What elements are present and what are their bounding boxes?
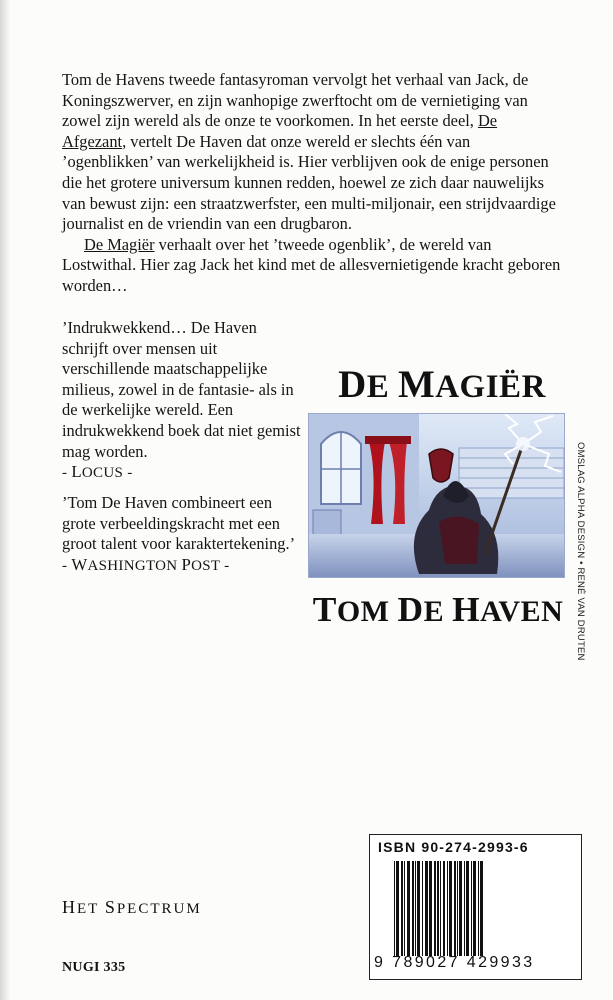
review-quote-text: ’Indrukwekkend… De Haven schrijft over mensen uit verschillende maatschappelijke milieus, zowel in de fantasie- als in de werkelijke wereld. Een indrukwekkend boek dat niet gemist mag worden. [62,318,301,461]
barcode-bar [401,861,403,956]
review-quote-text: ’Tom De Haven combineert een grote verbeeldingskracht met een groot talent voor karaktertekening.’ [62,493,296,554]
barcode-bar [404,861,405,956]
book-title: DE MAGIËR [338,363,546,406]
blurb-paragraph-1 [62,70,562,235]
first-book-title: De Afgezant [62,111,498,151]
barcode-label [369,834,582,980]
barcode-bar [459,861,462,956]
barcode-bar [447,861,448,956]
barcode-bar [407,861,410,956]
barcode-bar [457,861,458,956]
barcode-bar [478,861,479,956]
barcode-bar [394,861,395,956]
review-quote-locus [62,318,307,484]
ean-digits: 9 789027 429933 [374,954,535,971]
book-title-inline: De Magiër [84,234,155,254]
cover-design-credit [572,442,586,682]
barcode-bar [449,861,452,956]
barcode-bar [464,861,465,956]
book-author: TOM DE HAVEN [312,589,564,629]
barcode-bar [425,861,428,956]
barcode-bar [437,861,439,956]
isbn-number: ISBN 90-274-2993-6 [378,839,529,855]
blurb-text [62,70,562,297]
review-source: - WASHINGTON POST - [62,554,230,574]
barcode-bar [396,861,399,956]
barcode-bar [443,861,445,956]
nugi-code: NUGI 335 [62,960,126,975]
review-quote-washington-post [62,493,307,576]
cover-design-credit-text: OMSLAG ALPHA DESIGN • RENÉ VAN DRUTEN [575,442,586,661]
barcode-bar [429,861,432,956]
blurb-p2-text: verhaalt over het ’tweede ogenblik’, de wereld van Lostwithal. Hier zag Jack het kind met de allesvernietigende kracht geboren worden… [62,234,561,295]
blurb-paragraph-2 [62,235,562,297]
publisher-name: HET SPECTRUM [62,897,202,917]
ean-barcode [392,861,570,956]
cover-illustration [308,413,565,578]
barcode-bar [480,861,483,956]
barcode-bar [434,861,436,956]
barcode-bar [473,861,476,956]
blurb-p1-text-a: Tom de Havens tweede fantasyroman vervolgt het verhaal van Jack, de Koningszwerver, en zijn wanhopige zwerftocht om de vernietiging van zowel zijn wereld als de onze te voorkomen. In het eerste deel, [62,70,529,131]
barcode-bar [454,861,456,956]
barcode-bar [415,861,416,956]
blurb-p1-text-b: , vertelt De Haven dat onze wereld er slechts één van ’ogenblikken’ van werkelijkheid is. Hier verblijven ook de enige personen die het grotere universum kunnen redden, hoewel ze zich daar nauwelijks van bewust zijn: een straatzwerfster, een multi-miljonair, een strijdvaardige journalist en de vriendin van een drugbaron. [62,131,556,234]
barcode-bar [471,861,472,956]
barcode-bar [417,861,420,956]
spine-shadow [0,0,10,1000]
barcode-bar [412,861,414,956]
barcode-bar [440,861,441,956]
barcode-bar [422,861,423,956]
barcode-bar [466,861,469,956]
review-source: - LOCUS - [62,462,133,482]
